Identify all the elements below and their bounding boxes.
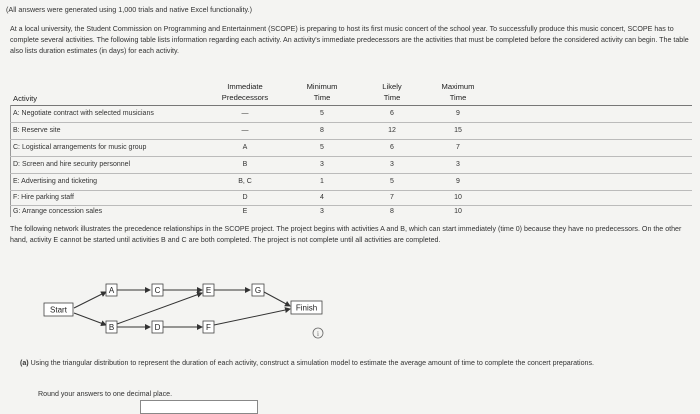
- row-rule: [10, 122, 692, 123]
- cell-pred: B, C: [238, 178, 252, 185]
- row-rule: [10, 156, 692, 157]
- cell-pred: E: [242, 208, 248, 215]
- header-min-1: Minimum: [306, 82, 338, 91]
- node-c: [152, 284, 163, 296]
- cell-pred: A: [242, 144, 248, 151]
- cell-likely: 6: [390, 144, 394, 151]
- cell-pred: —: [241, 110, 249, 117]
- row-rule: [10, 139, 692, 140]
- row-rule: [10, 205, 692, 206]
- header-max-1: Maximum: [441, 82, 475, 91]
- header-predecessors-1: Immediate: [227, 82, 263, 91]
- header-max-2: Time: [449, 93, 467, 102]
- question-label: (a): [20, 359, 29, 367]
- svg-text:E: E: [205, 286, 212, 295]
- cell-activity: A: Negotiate contract with selected musicians: [13, 110, 154, 117]
- note-text: (All answers were generated using 1,000 trials and native Excel functionality.): [6, 5, 252, 14]
- table-row: [10, 126, 692, 138]
- header-likely-1: Likely: [382, 82, 402, 91]
- node-b: [106, 321, 117, 333]
- cell-likely: 3: [390, 161, 394, 168]
- cell-activity: F: Hire parking staff: [13, 194, 74, 201]
- cell-activity: D: Screen and hire security personnel: [13, 161, 131, 168]
- cell-min: 4: [320, 194, 324, 201]
- activity-table: [10, 80, 692, 218]
- answer-input[interactable]: [140, 400, 258, 414]
- cell-pred: D: [242, 194, 248, 201]
- header-activity: Activity: [13, 94, 38, 103]
- cell-likely: 12: [388, 127, 396, 134]
- cell-max: 10: [454, 208, 462, 215]
- svg-text:C: C: [154, 286, 161, 295]
- cell-max: 3: [456, 161, 460, 168]
- cell-pred: —: [241, 127, 249, 134]
- cell-activity: E: Advertising and ticketing: [13, 178, 98, 185]
- svg-text:B: B: [108, 323, 115, 332]
- info-icon[interactable]: [313, 328, 323, 338]
- cell-activity: B: Reserve site: [13, 127, 61, 134]
- network-description: The following network illustrates the precedence relationships in the SCOPE project. The project begins with activities A and B, which can start immediately (time 0) because they have no predecessors. On the other hand, activity E cannot be started until activities B and C are both completed. The project is not complete until all activities are completed.: [10, 225, 682, 245]
- svg-text:F: F: [206, 323, 211, 332]
- svg-text:i: i: [317, 330, 319, 338]
- finish-node: [291, 301, 322, 314]
- rounding-instruction: Round your answers to one decimal place.: [38, 390, 173, 398]
- node-g: [252, 284, 264, 296]
- header-predecessors-2: Predecessors: [221, 93, 269, 102]
- table-header-rule: [10, 105, 692, 106]
- cell-activity: C: Logistical arrangements for music group: [13, 144, 147, 151]
- question-text: Using the triangular distribution to represent the duration of each activity, construct a simulation model to estimate the average amount of time to complete the concert preparations.: [30, 359, 594, 367]
- cell-likely: 8: [390, 208, 394, 215]
- intro-paragraph: At a local university, the Student Commission on Programming and Entertainment (SCOPE) is preparing to host its first music concert of the school year. To successfully produce this music concert, SCOPE has to complete several activities. The following table lists information regarding each activity. An activity's immediate predecessors are the activities that must be completed before the considered activity can begin. The table also lists duration estimates (in days) for each activity.: [10, 25, 689, 56]
- table-row: [10, 207, 692, 219]
- precedence-network: [0, 275, 700, 355]
- node-d: [152, 321, 163, 333]
- cell-likely: 6: [390, 110, 394, 117]
- cell-likely: 5: [390, 178, 394, 185]
- header-min-2: Time: [313, 93, 331, 102]
- cell-max: 10: [454, 194, 462, 201]
- cell-max: 15: [454, 127, 462, 134]
- cell-max: 7: [456, 144, 460, 151]
- svg-text:Finish: Finish: [295, 303, 318, 313]
- cell-min: 8: [320, 127, 324, 134]
- header-likely-2: Time: [383, 93, 401, 102]
- cell-min: 3: [320, 208, 324, 215]
- cell-pred: B: [242, 161, 248, 168]
- node-e: [203, 284, 214, 296]
- node-a: [106, 284, 117, 296]
- row-rule: [10, 173, 692, 174]
- start-node: [44, 303, 73, 316]
- cell-min: 1: [320, 178, 324, 185]
- row-rule: [10, 190, 692, 191]
- node-f: [203, 321, 214, 333]
- cell-max: 9: [456, 110, 460, 117]
- cell-activity: G: Arrange concession sales: [13, 208, 103, 215]
- question-a: [20, 358, 690, 369]
- cell-min: 3: [320, 161, 324, 168]
- start-label: Start: [50, 305, 67, 315]
- svg-text:D: D: [154, 323, 161, 332]
- table-row: [10, 143, 692, 155]
- table-row: [10, 193, 692, 205]
- cell-max: 9: [456, 178, 460, 185]
- table-row: [10, 109, 692, 121]
- svg-text:A: A: [108, 286, 115, 295]
- svg-text:G: G: [254, 286, 262, 295]
- cell-min: 5: [320, 110, 324, 117]
- cell-likely: 7: [390, 194, 394, 201]
- table-row: [10, 160, 692, 172]
- table-row: [10, 177, 692, 189]
- cell-min: 5: [320, 144, 324, 151]
